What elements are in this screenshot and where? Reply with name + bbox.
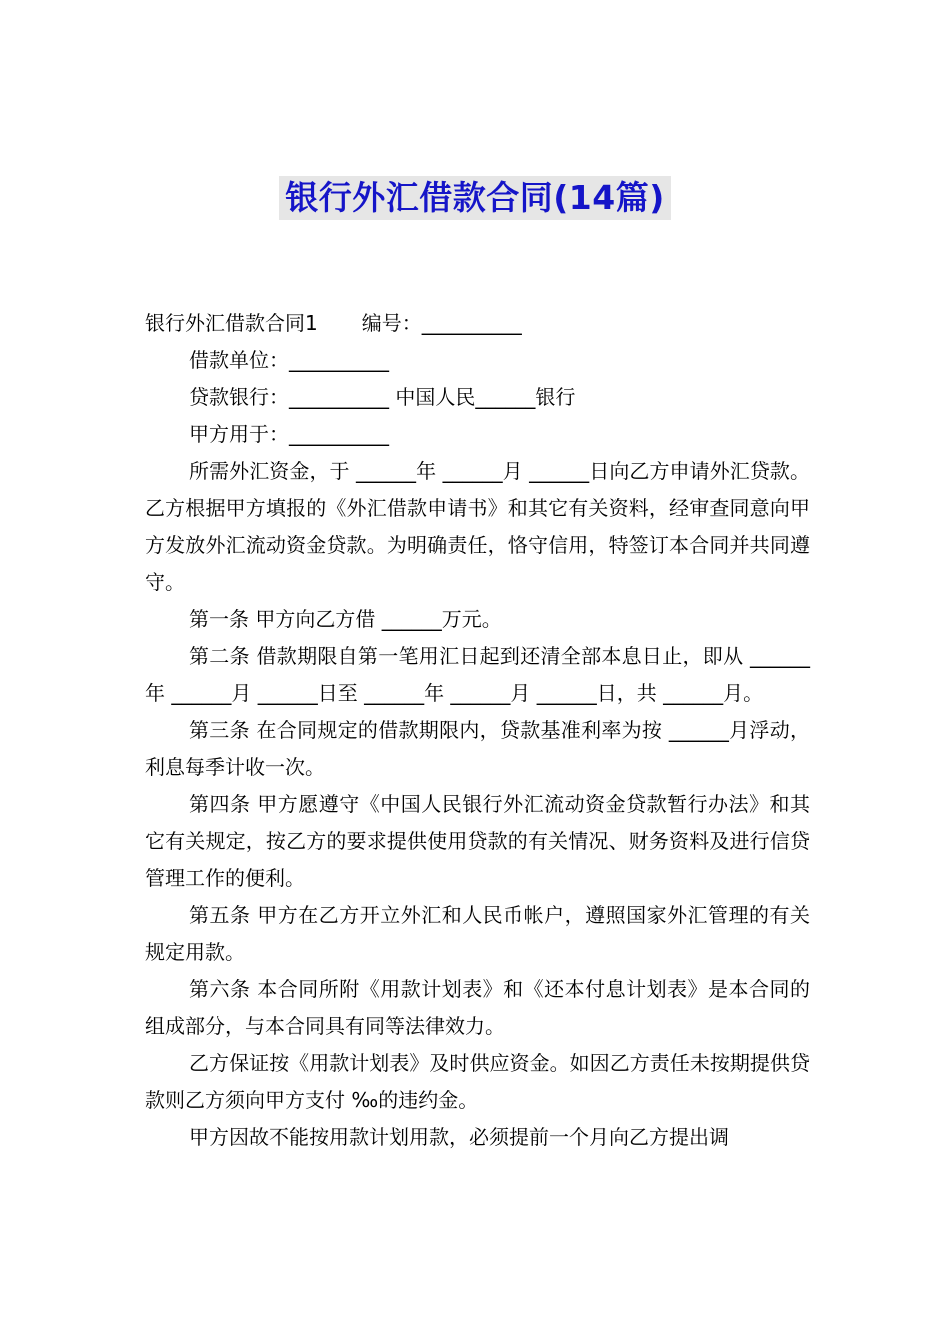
header-line <box>145 305 810 342</box>
paragraph-application: 所需外汇资金，于 ______年 ______月 ______日向乙方申请外汇贷款。乙方根据甲方填报的《外汇借款申请书》和其它有关资料，经审查同意向甲方发放外汇流动资金贷款。为明确责任，恪守信用，特签订本合同并共同遵守。 <box>145 459 810 594</box>
paragraph-article-3: 第三条 在合同规定的借款期限内，贷款基准利率为按 ______月浮动，利息每季计收一次。 <box>145 718 810 779</box>
paragraph-lender-guarantee: 乙方保证按《用款计划表》及时供应资金。如因乙方责任未按期提供贷款则乙方须向甲方支付 ‰的违约金。 <box>145 1051 810 1112</box>
title-container <box>0 176 950 220</box>
paragraph-borrower-adjustment: 甲方因故不能按用款计划用款，必须提前一个月向乙方提出调 <box>189 1125 729 1149</box>
paragraph-article-2: 第二条 借款期限自第一笔用汇日起到还清全部本息日止，即从 ______年 ______月 ______日至 ______年 ______月 ______日，共 ______月。 <box>145 644 810 705</box>
document-body <box>145 305 810 1156</box>
paragraph-article-5: 第五条 甲方在乙方开立外汇和人民币帐户，遵照国家外汇管理的有关规定用款。 <box>145 903 810 964</box>
paragraph-article-4: 第四条 甲方愿遵守《中国人民银行外汇流动资金贷款暂行办法》和其它有关规定，按乙方的要求提供使用贷款的有关情况、财务资料及进行信贷管理工作的便利。 <box>145 792 810 890</box>
document-title: 银行外汇借款合同(14篇) <box>279 176 671 220</box>
lender-field: 贷款银行：__________ 中国人民______银行 <box>189 385 576 409</box>
contract-name: 银行外汇借款合同1 <box>145 311 318 335</box>
borrower-field: 借款单位：__________ <box>189 348 389 372</box>
paragraph-article-1: 第一条 甲方向乙方借 ______万元。 <box>189 607 502 631</box>
paragraph-article-6: 第六条 本合同所附《用款计划表》和《还本付息计划表》是本合同的组成部分，与本合同具有同等法律效力。 <box>145 977 810 1038</box>
contract-number: 编号：__________ <box>361 311 522 335</box>
purpose-field: 甲方用于：__________ <box>189 422 389 446</box>
